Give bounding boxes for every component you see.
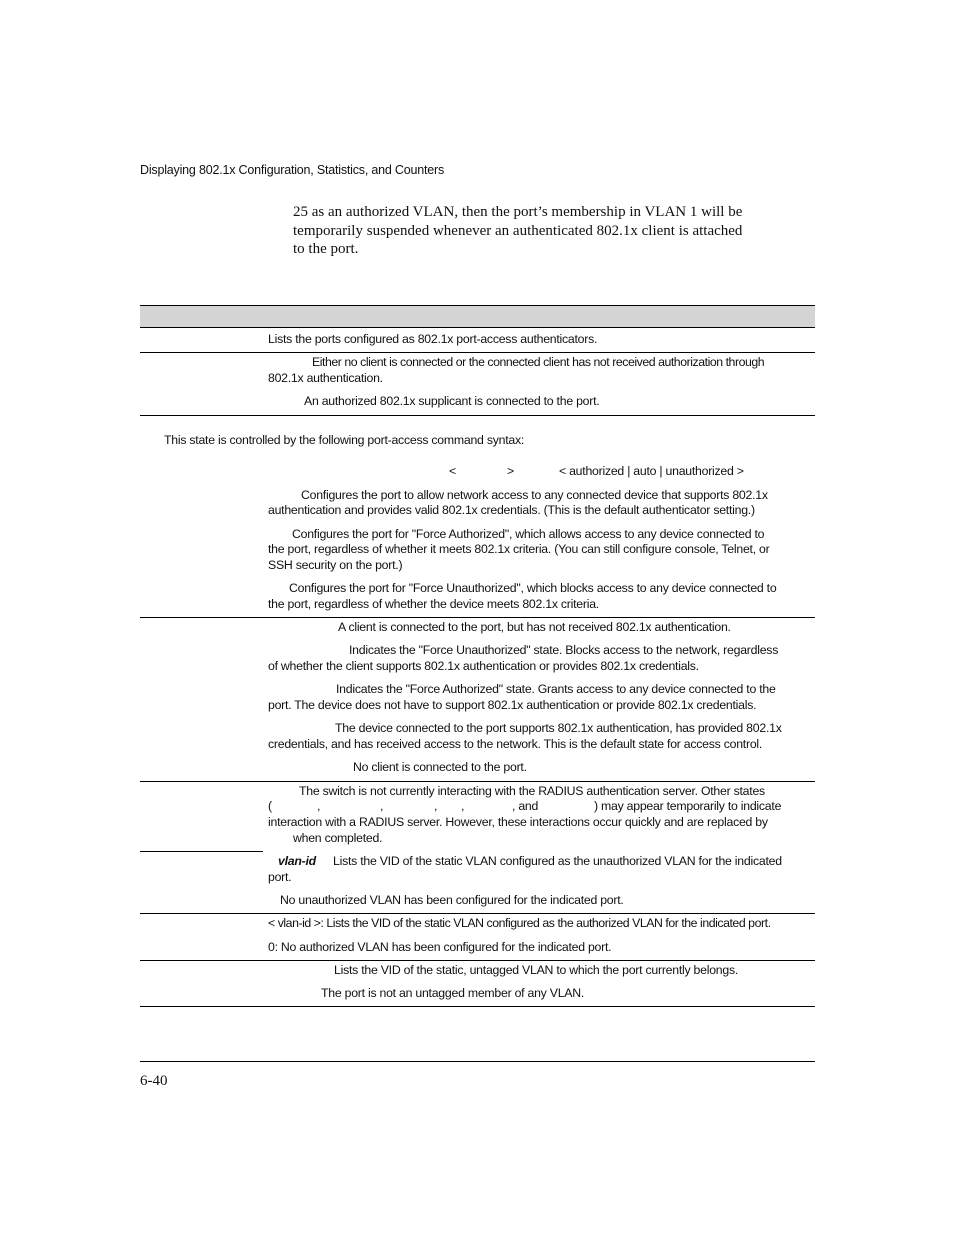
footer-rule <box>140 1061 815 1062</box>
table-cell: Lists the VID of the static VLAN configured as the unauthorized VLAN for the indicated <box>333 854 782 868</box>
intro-line: 25 as an authorized VLAN, then the port’s membership in VLAN 1 will be <box>293 204 743 220</box>
row-divider <box>140 781 815 782</box>
table-cell: ( <box>268 799 272 813</box>
table-header-row <box>140 305 815 328</box>
row-divider <box>140 960 815 961</box>
syntax-options: < authorized | auto | unauthorized > <box>559 464 744 478</box>
table-cell: Configures the port for "Force Unauthorized", which blocks access to any device connected to <box>289 581 777 595</box>
table-cell: , <box>317 799 321 813</box>
page-number: 6-40 <box>140 1073 168 1089</box>
table-cell: Configures the port for "Force Authorized", which allows access to any device connected to <box>292 527 765 541</box>
row-divider <box>140 617 815 618</box>
table-cell: 802.1x authentication. <box>268 371 383 385</box>
syntax-token: < <box>449 464 456 478</box>
row-divider <box>140 352 815 353</box>
table-cell: This state is controlled by the following port-access command syntax: <box>164 433 525 447</box>
table-cell: < vlan-id >: Lists the VID of the static VLAN configured as the authorized VLAN for the indicated port. <box>268 916 771 930</box>
param-name: vlan-id <box>278 854 316 868</box>
table-cell: Lists the ports configured as 802.1x port-access authenticators. <box>268 332 598 346</box>
table-cell: Indicates the "Force Authorized" state. Grants access to any device connected to the <box>336 682 776 696</box>
table-cell: the port, regardless of whether the device meets 802.1x criteria. <box>268 597 599 611</box>
table-cell: interaction with a RADIUS server. However, these interactions occur quickly and are replaced by <box>268 815 768 829</box>
intro-paragraph <box>293 203 813 259</box>
table-cell: , <box>461 799 465 813</box>
table-cell: port. The device does not have to support 802.1x authentication or provide 802.1x credentials. <box>268 698 757 712</box>
syntax-token: > <box>507 464 514 478</box>
table-cell: , and <box>512 799 539 813</box>
table-cell: when completed. <box>293 831 383 845</box>
table-cell: , <box>434 799 438 813</box>
table-cell: 0: No authorized VLAN has been configured for the indicated port. <box>268 940 612 954</box>
table-cell: The device connected to the port supports 802.1x authentication, has provided 802.1x <box>335 721 782 735</box>
table-cell: authentication and provides valid 802.1x credentials. (This is the default authenticator setting.) <box>268 503 755 517</box>
table-cell: A client is connected to the port, but has not received 802.1x authentication. <box>338 620 731 634</box>
table-cell: The port is not an untagged member of any VLAN. <box>321 986 585 1000</box>
table-cell: SSH security on the port.) <box>268 558 403 572</box>
table-cell: the port, regardless of whether it meets 802.1x criteria. (You can still configure console, Telnet, or <box>268 542 770 556</box>
table-cell: , <box>380 799 384 813</box>
table-cell: No unauthorized VLAN has been configured for the indicated port. <box>280 893 624 907</box>
intro-line: temporarily suspended whenever an authenticated 802.1x client is attached <box>293 222 743 239</box>
table-cell: Indicates the "Force Unauthorized" state. Blocks access to the network, regardless <box>349 643 779 657</box>
table-cell: Configures the port to allow network access to any connected device that supports 802.1x <box>301 488 768 502</box>
running-header: Displaying 802.1x Configuration, Statistics, and Counters <box>140 163 445 177</box>
row-divider <box>140 851 263 852</box>
intro-line: to the port. <box>293 241 359 257</box>
row-divider <box>140 913 815 914</box>
row-divider <box>140 415 815 416</box>
table-cell: ) may appear temporarily to indicate <box>594 799 782 813</box>
table-cell: credentials, and has received access to the network. This is the default state for access control. <box>268 737 763 751</box>
table-cell: The switch is not currently interacting with the RADIUS authentication server. Other states <box>299 784 765 798</box>
table-cell: of whether the client supports 802.1x authentication or provides 802.1x credentials. <box>268 659 699 673</box>
table-cell: No client is connected to the port. <box>353 760 527 774</box>
table-cell: port. <box>268 870 292 884</box>
table-cell: Lists the VID of the static, untagged VLAN to which the port currently belongs. <box>334 963 739 977</box>
table-cell: Either no client is connected or the connected client has not received authorization through <box>312 355 765 369</box>
row-divider <box>140 1006 815 1007</box>
table-cell: An authorized 802.1x supplicant is connected to the port. <box>304 394 600 408</box>
